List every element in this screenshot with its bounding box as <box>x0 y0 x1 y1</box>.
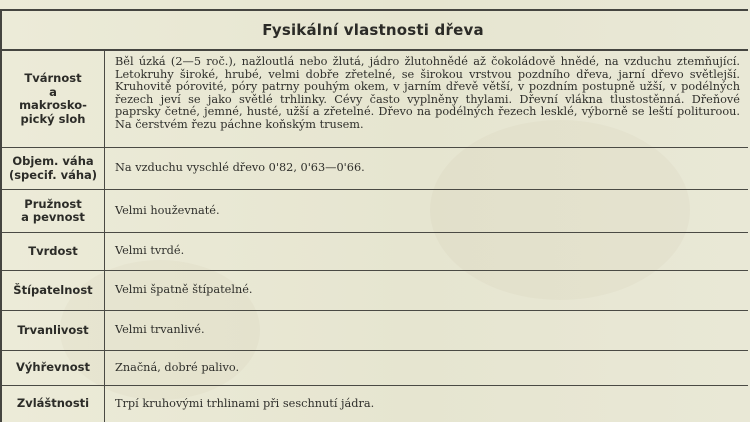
table-row-pruznost <box>2 190 748 233</box>
row-label: Tvárnost a makrosko- pický sloh <box>2 51 105 147</box>
row-label: Pružnost a pevnost <box>2 190 105 232</box>
row-label: Objem. váha (specif. váha) <box>2 148 105 189</box>
table-row-vyhrevnost <box>2 351 748 386</box>
row-value <box>115 51 740 147</box>
row-label: Tvrdost <box>2 233 105 270</box>
row-value: Velmi trvanlivé. <box>115 323 205 337</box>
table-title: Fysikální vlastnosti dřeva <box>262 21 484 39</box>
row-label: Zvláštnosti <box>2 386 105 422</box>
row-value: Velmi houževnaté. <box>115 203 220 217</box>
row-value: Velmi špatně štípatelné. <box>115 283 253 297</box>
row-label: Trvanlivost <box>2 311 105 350</box>
row-label: Výhřevnost <box>2 351 105 385</box>
row-label: Štípatelnost <box>2 271 105 310</box>
row-value-text: Běl úzká (2—5 roč.), nažloutlá nebo žlutá, jádro žlutohnědé až čokoládově hnědé, na vzduchu ztemňující. Letokruhy široké, hrubé, velmi dobře zřetelné, se širokou vrstvou pozdního dřeva, jarní dřevo světlejší. Kruhovitě pórovité, póry patrny pouhým okem, v jarním dřevě větší, v pozdním postupně užší, v podélných řezech jeví se jako světlé trhlinky. Cévy často vyplněny thylami. Dřevní vlákna tlustostěnná. Dřeňové paprsky četné, jemné, husté, užší a zřetelné. Dřevo na podélných řezech lesklé, výborně se leští polituroou. Na čerstvém řezu páchne koňským trusem. <box>115 55 740 131</box>
table-title-bar <box>2 11 748 51</box>
table-row-tvarnost <box>2 51 748 148</box>
row-value: Trpí kruhovými trhlinami při seschnutí jádra. <box>115 396 375 410</box>
table-row-trvanlivost <box>2 311 748 351</box>
table-row-objemova-vaha <box>2 148 748 190</box>
table-row-tvrdost <box>2 233 748 271</box>
row-value: Velmi tvrdé. <box>115 244 185 258</box>
row-value: Značná, dobré palivo. <box>115 360 240 374</box>
row-value: Na vzduchu vyschlé dřevo 0'82, 0'63—0'66. <box>115 161 365 175</box>
table-row-stipatelnost <box>2 271 748 311</box>
table-row-zvlastnosti <box>2 386 748 422</box>
